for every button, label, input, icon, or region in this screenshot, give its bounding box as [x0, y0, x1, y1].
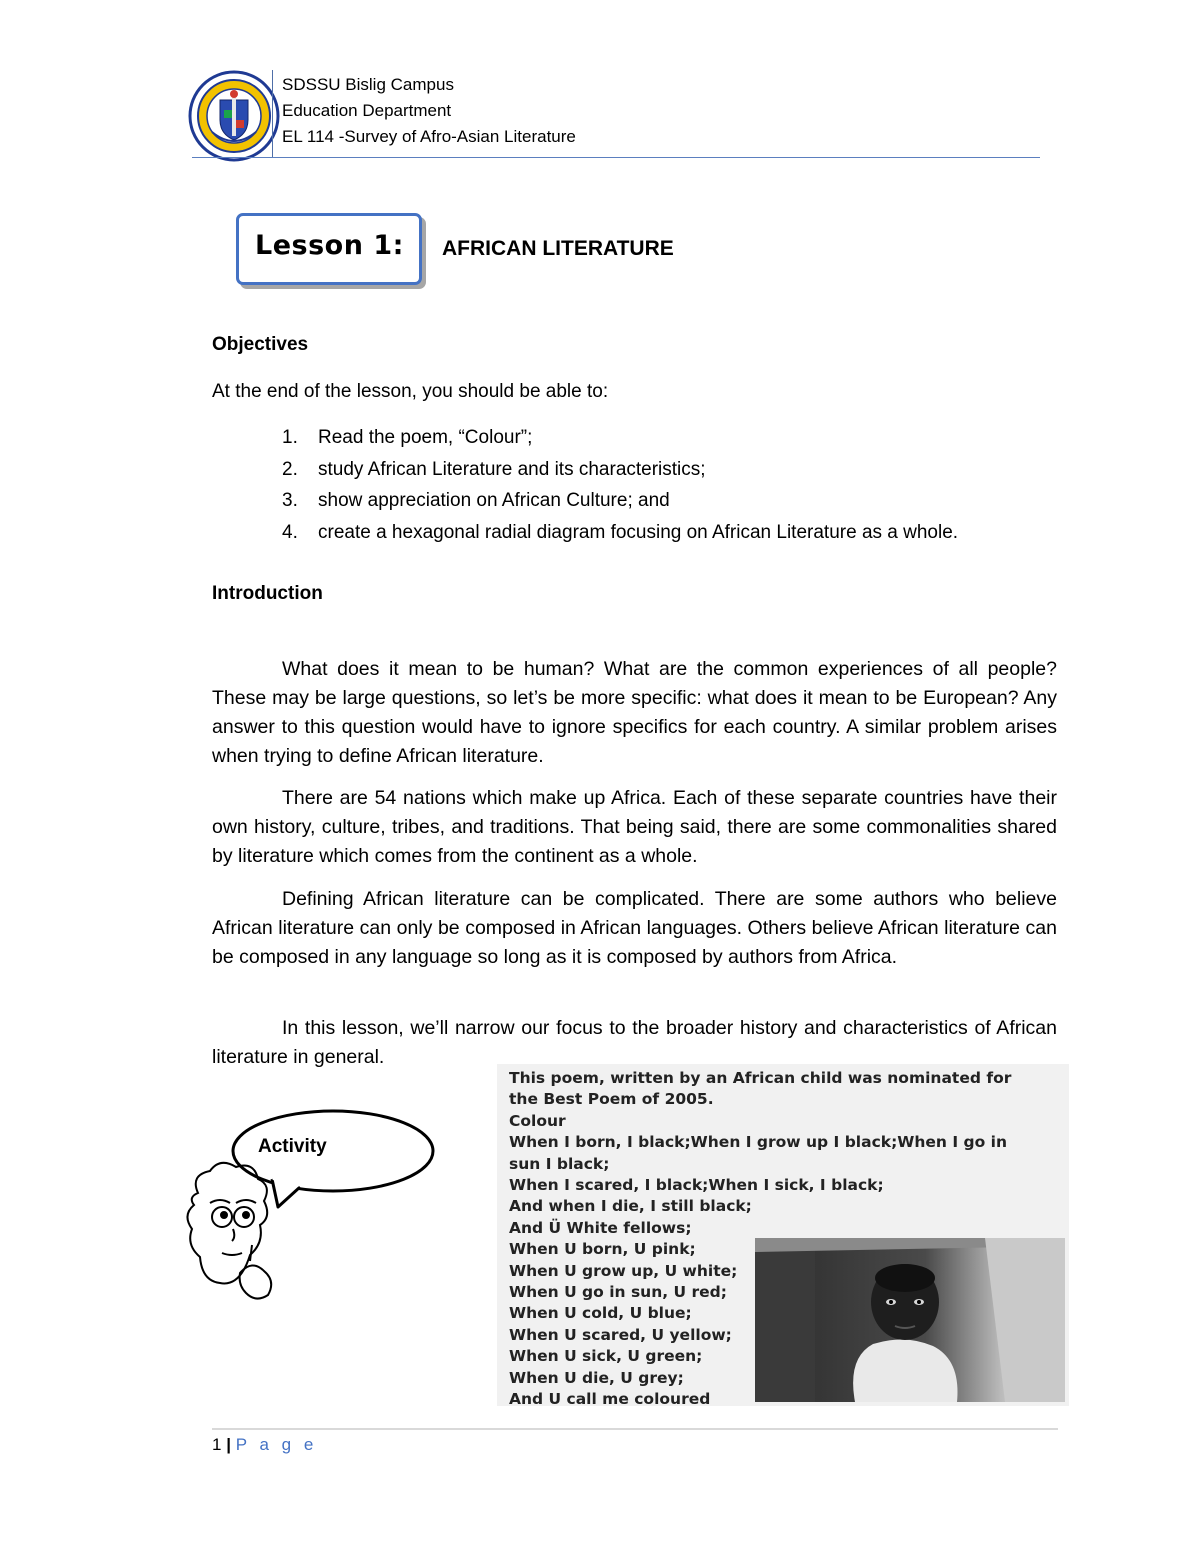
header-underline: [192, 157, 1040, 158]
poem-line: Colour: [509, 1111, 566, 1130]
objective-text: show appreciation on African Culture; and: [318, 490, 670, 511]
poem-line: the Best Poem of 2005.: [509, 1090, 714, 1109]
header-vertical-divider: [272, 70, 273, 158]
lesson-label: Lesson 1:: [255, 230, 404, 261]
university-seal-logo: [188, 70, 280, 162]
page-word: P a g e: [235, 1435, 318, 1454]
poem-line: When U born, U pink;: [509, 1240, 696, 1259]
child-photo: [755, 1238, 1065, 1402]
objectives-heading: Objectives: [212, 334, 309, 355]
objective-item: [212, 520, 1072, 552]
poem-line: And when I die, I still black;: [509, 1197, 752, 1216]
objectives-intro: At the end of the lesson, you should be able to:: [212, 381, 609, 402]
page-footer: [212, 1435, 317, 1455]
poem-line: When U sick, U green;: [509, 1347, 703, 1366]
page-number: 1: [212, 1435, 222, 1454]
course-title: EL 114 -Survey of Afro-Asian Literature: [282, 127, 576, 146]
objective-number: 3.: [282, 490, 298, 511]
poem-line: When U grow up, U white;: [509, 1261, 738, 1280]
intro-paragraph-4: In this lesson, we’ll narrow our focus to the broader history and characteristics of African literature in general.: [212, 1017, 1057, 1068]
poem-line: And Ü White fellows;: [509, 1218, 692, 1237]
objective-number: 1.: [282, 427, 298, 448]
thinking-face-icon: [187, 1163, 271, 1299]
intro-paragraph-3: Defining African literature can be complicated. There are some authors who believe African literature can only be composed in African languages. Others believe African literature can be composed in any language so long as it is composed by authors from Africa.: [212, 888, 1057, 968]
objective-item: [212, 457, 1072, 489]
objective-text: Read the poem, “Colour”;: [318, 427, 533, 448]
page-separator: |: [226, 1435, 231, 1454]
header-info: [282, 72, 576, 150]
activity-label: Activity: [258, 1136, 327, 1157]
objective-text: create a hexagonal radial diagram focusing on African Literature as a whole.: [318, 521, 959, 543]
poem-line: When U scared, U yellow;: [509, 1325, 732, 1344]
poem-line: This poem, written by an African child was nominated for: [509, 1069, 1012, 1087]
footer-divider: [212, 1428, 1058, 1430]
lesson-title: AFRICAN LITERATURE: [442, 237, 674, 260]
objectives-list: [212, 425, 1072, 551]
poem-line: sun I black;: [509, 1154, 610, 1173]
poem-line: When I scared, I black;When I sick, I black;: [509, 1176, 884, 1195]
poem-line: When U go in sun, U red;: [509, 1283, 727, 1302]
objective-number: 4.: [282, 521, 298, 543]
objective-item: [212, 488, 1072, 520]
objective-text: study African Literature and its characteristics;: [318, 458, 706, 480]
objective-item: [212, 425, 1072, 457]
intro-paragraph-2: There are 54 nations which make up Africa. Each of these separate countries have their own history, culture, tribes, and traditions. That being said, there are some commonalities shared by literature which comes from the continent as a whole.: [212, 787, 1057, 867]
poem-line: And U call me coloured: [509, 1390, 711, 1409]
poem-line: When I born, I black;When I grow up I black;When I go in: [509, 1133, 1007, 1152]
poem-line: When U cold, U blue;: [509, 1304, 692, 1323]
department-name: Education Department: [282, 101, 452, 120]
objective-number: 2.: [282, 458, 298, 480]
introduction-heading: Introduction: [212, 583, 323, 604]
intro-paragraph-1: What does it mean to be human? What are the common experiences of all people? These may be large questions, so let’s be more specific: what does it mean to be European? Any answer to this question would have to ignore specifics for each country. A similar problem arises when trying to define African literature.: [212, 658, 1057, 767]
poem-image: [497, 1064, 1069, 1409]
lesson-label-box: [236, 213, 422, 285]
campus-name: SDSSU Bislig Campus: [282, 75, 454, 94]
poem-line: When U die, U grey;: [509, 1368, 684, 1387]
